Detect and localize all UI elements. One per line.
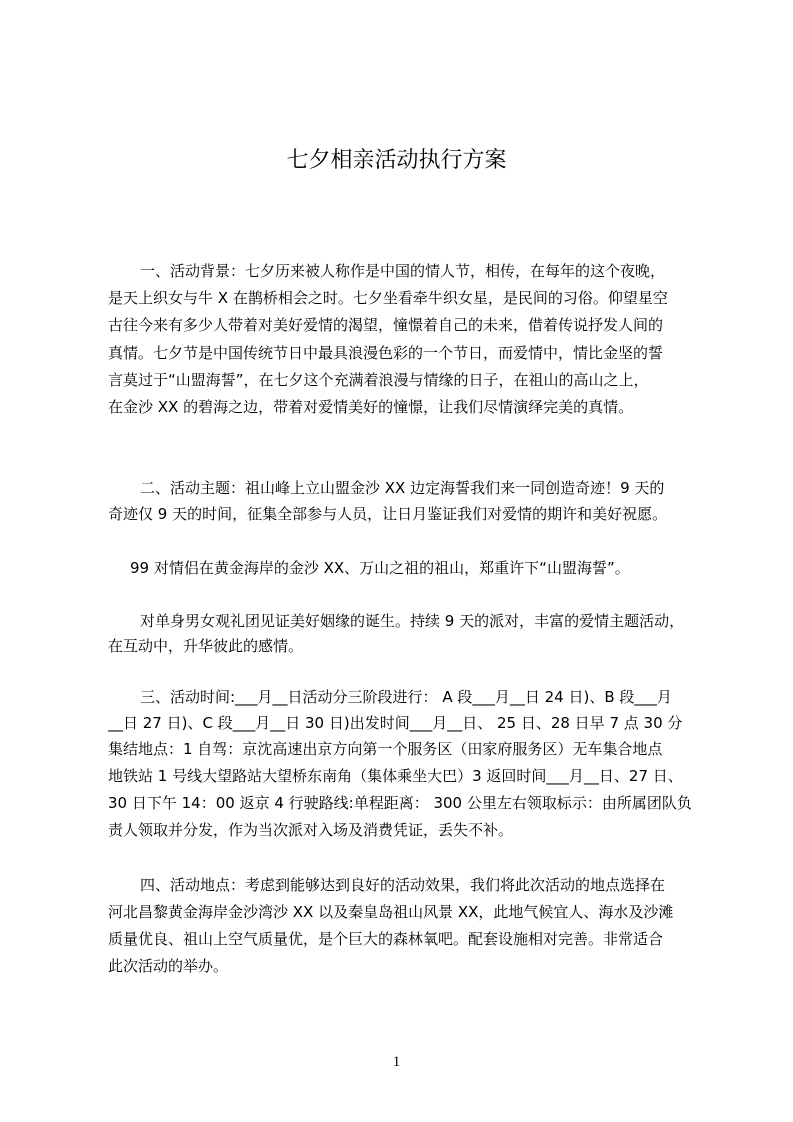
document-title: 七夕相亲活动执行方案: [286, 148, 507, 173]
paragraph-line: 一、活动背景：七夕历来被人称作是中国的情人节，相传，在每年的这个夜晚，: [140, 262, 666, 280]
paragraph-line: 对单身男女观礼团见证美好姻缘的诞生。持续 9 天的派对，丰富的爱情主题活动，: [140, 612, 685, 630]
paragraph-line: 言莫过于“山盟海誓”，在七夕这个充满着浪漫与情缘的日子，在祖山的高山之上，: [108, 371, 649, 389]
paragraph-line: 此次活动的举办。: [108, 957, 229, 975]
paragraph-line: 地铁站 1 号线大望路站大望桥东南角（集体乘坐大巴）3 返回时间___月__日、27 日、: [108, 767, 683, 785]
paragraph-line: 真情。七夕节是中国传统节日中最具浪漫色彩的一个节日，而爱情中，情比金坚的誓: [108, 344, 664, 362]
paragraph-line: 集结地点：1 自驾：京沈高速出京方向第一个服务区（田家府服务区）无车集合地点: [108, 740, 663, 758]
paragraph-line: 是天上织女与牛 X 在鹊桥相会之时。七夕坐看牵牛织女星，是民间的习俗。仰望星空: [108, 289, 668, 307]
paragraph-line: 在金沙 XX 的碧海之边，带着对爱情美好的憧憬，让我们尽情演绎完美的真情。: [108, 398, 634, 416]
page-number: 1: [392, 1054, 401, 1070]
paragraph-line: 河北昌黎黄金海岸金沙湾沙 XX 以及秦皇岛祖山风景 XX，此地气候宜人、海水及沙滩: [108, 903, 674, 921]
paragraph-line: 古往今来有多少人带着对美好爱情的渴望，憧憬着自己的未来，借着传说抒发人间的: [108, 316, 664, 334]
paragraph-line: 99 对情侣在黄金海岸的金沙 XX、万山之祖的祖山，郑重许下“山盟海誓”。: [130, 559, 630, 577]
paragraph-line: 二、活动主题：祖山峰上立山盟金沙 XX 边定海誓我们来一同创造奇迹！9 天的: [140, 479, 665, 497]
paragraph-line: 四、活动地点：考虑到能够达到良好的活动效果，我们将此次活动的地点选择在: [140, 876, 666, 894]
paragraph-line: __日 27 日)、C 段___月__日 30 日)出发时间___月__日、 25 日、28 日早 7 点 30 分: [108, 714, 683, 732]
paragraph-line: 30 日下午 14：00 返京 4 行驶路线:单程距离： 300 公里左右领取标示：由所属团队负: [108, 794, 692, 812]
paragraph-line: 在互动中，升华彼此的感情。: [108, 637, 304, 655]
paragraph-line: 责人领取并分发，作为当次派对入场及消费凭证，丢失不补。: [108, 821, 514, 839]
paragraph-line: 质量优良、祖山上空气质量优，是个巨大的森林氧吧。配套设施相对完善。非常适合: [108, 930, 664, 948]
paragraph-line: 奇迹仅 9 天的时间，征集全部参与人员，让日月鉴证我们对爱情的期许和美好祝愿。: [108, 505, 668, 523]
paragraph-line: 三、活动时间:___月__日活动分三阶段进行： A 段___月__日 24 日)、B 段___月: [140, 688, 672, 706]
